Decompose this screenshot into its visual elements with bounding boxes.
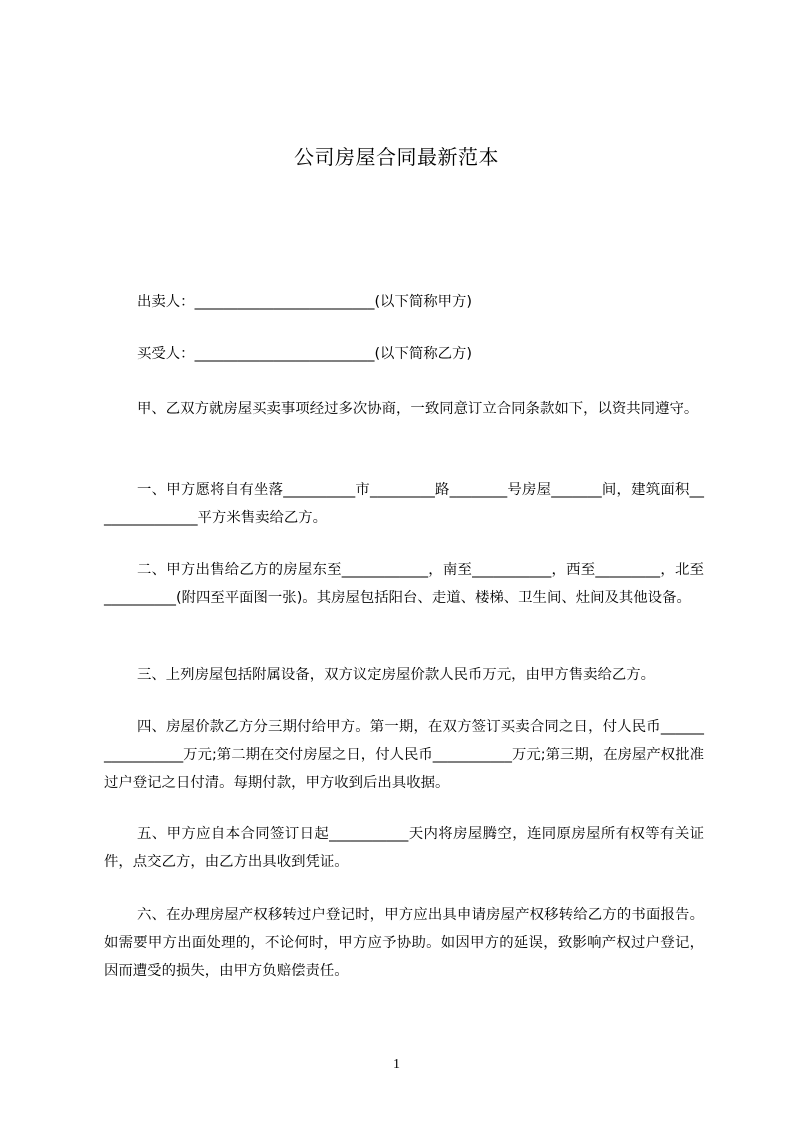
seller-line: 出卖人：_________________________(以下简称甲方) — [137, 294, 473, 310]
preamble-paragraph: 甲、乙双方就房屋买卖事项经过多次协商，一致同意订立合同条款如下，以资共同遵守。 — [137, 401, 699, 417]
clause-1: 一、甲方愿将自有坐落__________市_________路________号房屋_______间，建筑面积_______________平方米售卖给乙方。 — [104, 482, 704, 526]
clause-5: 五、甲方应自本合同签订日起___________天内将房屋腾空，连同原房屋所有权等有关证件，点交乙方，由乙方出具收到凭证。 — [104, 826, 704, 870]
clause-3: 三、上列房屋包括附属设备，双方议定房屋价款人民币万元，由甲方售卖给乙方。 — [137, 667, 656, 683]
page-number: 1 — [393, 1057, 400, 1072]
clause-2: 二、甲方出售给乙方的房屋东至____________，南至___________，西至_________，北至__________(附四至平面图一张)。其房屋包括阳台、走道、楼梯、卫生间、灶间及其他设备。 — [104, 562, 704, 606]
clause-4: 四、房屋价款乙方分三期付给甲方。第一期，在双方签订买卖合同之日，付人民币_________________万元;第二期在交付房屋之日，付人民币___________万元;第三期，在房屋产权批准过户登记之日付清。每期付款，甲方收到后出具收据。 — [104, 719, 704, 791]
buyer-line: 买受人：_________________________(以下简称乙方) — [137, 346, 473, 362]
document-title: 公司房屋合同最新范本 — [294, 145, 499, 169]
clause-6: 六、在办理房屋产权移转过户登记时，甲方应出具申请房屋产权移转给乙方的书面报告。如需要甲方出面处理的，不论何时，甲方应予协助。如因甲方的延误，致影响产权过户登记，因而遭受的损失，由甲方负赔偿责任。 — [104, 907, 704, 979]
